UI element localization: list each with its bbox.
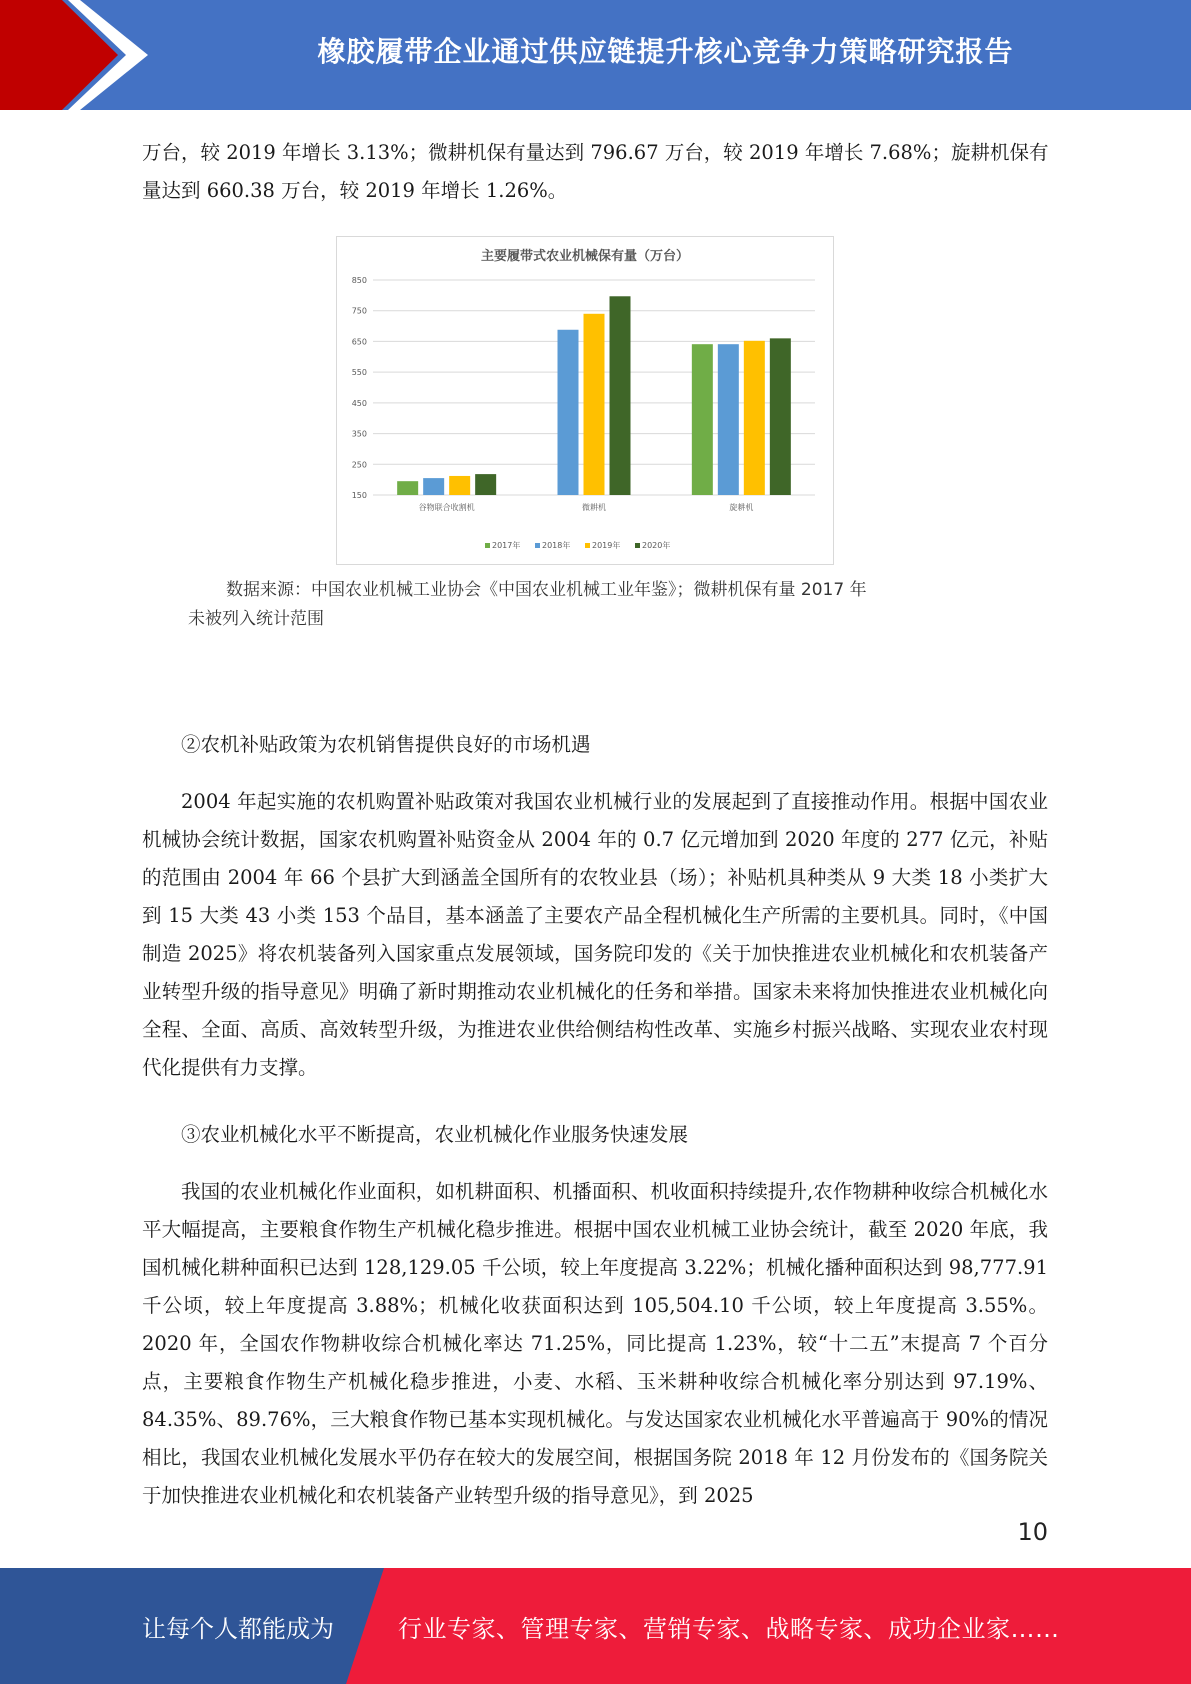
- legend-label: 2017年: [492, 541, 521, 550]
- intro-line-2: 量达到 660.38 万台，较 2019 年增长 1.26%。: [142, 179, 568, 202]
- section-subsidy: [142, 726, 1048, 1087]
- bar-2017年: [692, 344, 713, 495]
- caption-line-1: 数据来源：中国农业机械工业协会《中国农业机械工业年鉴》；微耕机保有量 2017 年: [226, 580, 867, 600]
- report-title: 橡胶履带企业通过供应链提升核心竞争力策略研究报告: [317, 35, 1014, 68]
- y-tick-label: 550: [351, 368, 367, 378]
- legend-label: 2019年: [592, 541, 621, 550]
- section-heading-subsidy: ②农机补贴政策为农机销售提供良好的市场机遇: [181, 733, 591, 756]
- caption-line-2: 未被列入统计范围: [188, 609, 324, 629]
- y-tick-label: 750: [351, 306, 367, 316]
- section-mechanization: [142, 1116, 1048, 1515]
- chart-figure: [336, 236, 834, 565]
- footer-slogan-left: 让每个人都能成为: [142, 1614, 334, 1643]
- legend-label: 2020年: [642, 541, 671, 550]
- bar-2020年: [610, 296, 631, 495]
- bar-2018年: [423, 478, 444, 495]
- y-tick-label: 850: [351, 276, 367, 285]
- y-tick-label: 650: [351, 337, 367, 347]
- legend-swatch: [485, 543, 490, 548]
- paragraph-subsidy: 2004 年起实施的农机购置补贴政策对我国农业机械行业的发展起到了直接推动作用。根据中国农业机械协会统计数据，国家农机购置补贴资金从 2004 年的 0.7 亿元增加到 2020 年度的 277 亿元，补贴的范围由 2004 年 66 个县扩大到涵盖全国所有的农牧业县（场）；补贴机具种类从 9 大类 18 小类扩大到 15 大类 43 小类 153 个品目，基本涵盖了主要农产品全程机械化生产所需的主要机具。同时，《中国制造 2025》将农机装备列入国家重点发展领域，国务院印发的《关于加快推进农业机械化和农机装备产业转型升级的指导意见》明确了新时期推动农业机械化的任务和举措。国家未来将加快推进农业机械化向全程、全面、高质、高效转型升级，为推进农业供给侧结构性改革、实施乡村振兴战略、实现农业农村现代化提供有力支撑。: [142, 790, 1048, 1079]
- legend-swatch: [635, 543, 640, 548]
- paragraph-mechanization: 我国的农业机械化作业面积，如机耕面积、机播面积、机收面积持续提升,农作物耕种收综合机械化水平大幅提高，主要粮食作物生产机械化稳步推进。根据中国农业机械工业协会统计，截至 2020 年底，我国机械化耕种面积已达到 128,129.05 千公顷，较上年度提高 3.22%；机械化播种面积达到 98,777.91 千公顷，较上年度提高 3.88%；机械化收获面积达到 105,504.10 千公顷，较上年度提高 3.55%。2020 年，全国农作物耕收综合机械化率达 71.25%，同比提高 1.23%，较“十二五”末提高 7 个百分点，主要粮食作物生产机械化稳步推进，小麦、水稻、玉米耕种收综合机械化率分别达到 97.19%、84.35%、89.76%，三大粮食作物已基本实现机械化。与发达国家农业机械化水平普遍高于 90%的情况相比，我国农业机械化发展水平仍存在较大的发展空间，根据国务院 2018 年 12 月份发布的《国务院关于加快推进农业机械化和农机装备产业转型升级的指导意见》，到 2025: [142, 1180, 1048, 1507]
- page-number: 10: [1017, 1518, 1048, 1546]
- footer-slogan-right: 行业专家、管理专家、营销专家、战略专家、成功企业家……: [398, 1614, 1060, 1643]
- bar-2019年: [744, 341, 765, 495]
- bar-2018年: [718, 344, 739, 495]
- section-heading-mechanization: ③农业机械化水平不断提高，农业机械化作业服务快速发展: [181, 1123, 689, 1146]
- intro-line-1: 万台，较 2019 年增长 3.13%；微耕机保有量达到 796.67 万台，较 2019 年增长 7.68%；旋耕机保有: [142, 141, 1049, 164]
- legend-swatch: [585, 543, 590, 548]
- bar-2020年: [475, 474, 496, 495]
- y-tick-label: 350: [351, 429, 367, 439]
- chart-caption: [188, 576, 948, 634]
- bar-2019年: [584, 314, 605, 495]
- header-arrow-decoration: [0, 0, 150, 110]
- y-tick-label: 250: [351, 460, 367, 470]
- legend-swatch: [535, 543, 540, 548]
- bar-2017年: [397, 481, 418, 495]
- y-tick-label: 150: [351, 491, 367, 500]
- x-category-label: 旋耕机: [729, 503, 754, 512]
- x-category-label: 微耕机: [582, 503, 606, 512]
- bar-2020年: [770, 338, 791, 495]
- chart-title: 主要履带式农业机械保有量（万台）: [480, 249, 690, 264]
- legend-label: 2018年: [542, 541, 571, 550]
- x-category-label: 谷物联合收割机: [418, 503, 475, 512]
- intro-paragraph: [142, 134, 1048, 210]
- bar-2019年: [449, 476, 470, 495]
- page-header: [0, 0, 1191, 110]
- bar-chart: [337, 237, 833, 564]
- bar-2018年: [558, 330, 579, 495]
- page-footer: [0, 1568, 1191, 1684]
- y-tick-label: 450: [351, 398, 367, 408]
